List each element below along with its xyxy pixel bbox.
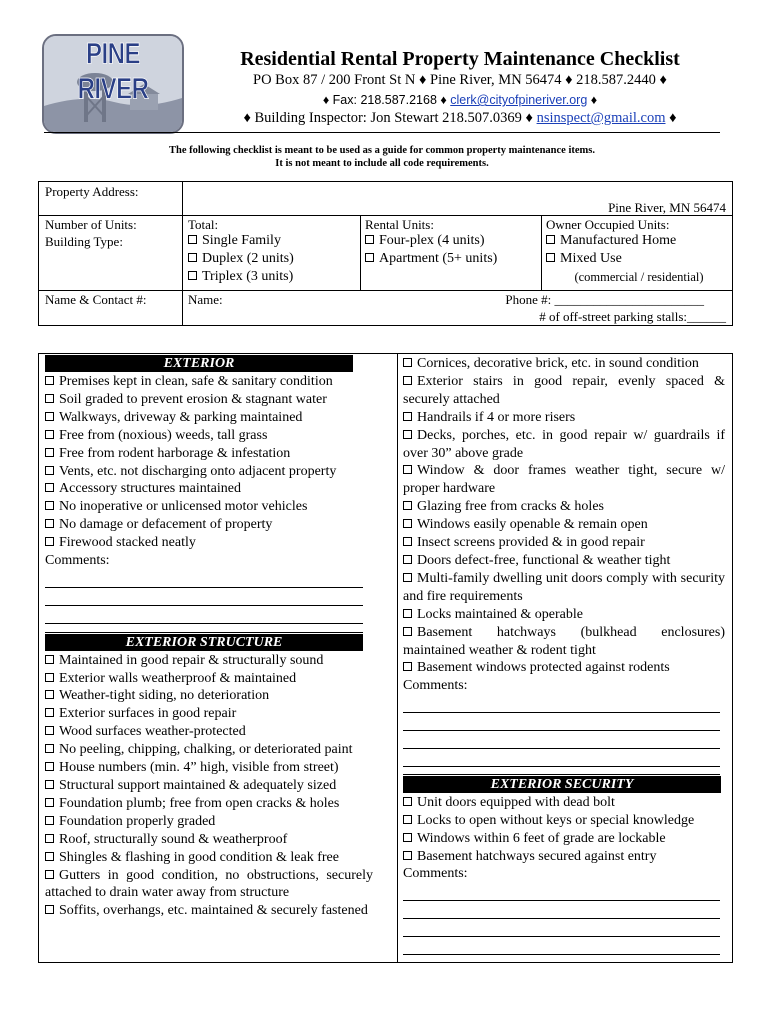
checklist-item[interactable]: Weather-tight siding, no deterioration: [45, 687, 373, 705]
checkbox-icon[interactable]: [403, 430, 412, 439]
total-units-label[interactable]: Total:: [188, 217, 219, 232]
comment-line[interactable]: [403, 901, 720, 919]
checklist-item[interactable]: Windows easily openable & remain open: [403, 516, 725, 534]
checkbox-icon[interactable]: [403, 833, 412, 842]
left-column: [45, 354, 373, 920]
checklist-item[interactable]: Locks maintained & operable: [403, 606, 725, 624]
checklist-item[interactable]: Window & door frames weather tight, secure w/ proper hardware: [403, 463, 725, 497]
manufactured-home-option[interactable]: [546, 233, 676, 249]
checklist-item[interactable]: Gutters in good condition, no obstructions, securely attached to drain water away from structure: [45, 867, 373, 901]
inspector-suffix: ♦: [669, 110, 677, 126]
checkbox-icon[interactable]: [45, 655, 54, 664]
logo-text: PINE RIVER: [77, 37, 149, 106]
checklist-item[interactable]: Firewood stacked neatly: [45, 534, 373, 552]
comment-line[interactable]: [403, 767, 720, 775]
checkbox-icon[interactable]: [188, 253, 197, 262]
checklist-item[interactable]: No peeling, chipping, chalking, or deteriorated paint: [45, 741, 373, 759]
inspector-email-link[interactable]: nsinspect@gmail.com: [536, 110, 666, 126]
option-label: Four-plex (4 units): [379, 233, 485, 248]
exterior-security-section-header: EXTERIOR SECURITY: [403, 776, 721, 793]
checklist-item[interactable]: Multi-family dwelling unit doors comply with security and fire requirements: [403, 570, 725, 604]
comment-line[interactable]: [45, 588, 363, 606]
checkbox-icon[interactable]: [546, 235, 555, 244]
checkbox-icon[interactable]: [45, 376, 54, 385]
checkbox-icon[interactable]: [188, 235, 197, 244]
checkbox-icon[interactable]: [403, 501, 412, 510]
checkbox-icon[interactable]: [45, 870, 54, 879]
checklist-item[interactable]: Insect screens provided & in good repair: [403, 534, 725, 552]
checklist-item[interactable]: Glazing free from cracks & holes: [403, 498, 725, 516]
rental-units-label[interactable]: Rental Units:: [365, 217, 434, 232]
guide-note-2: It is not meant to include all code requirements.: [275, 158, 489, 169]
checklist-item[interactable]: Handrails if 4 or more risers: [403, 409, 725, 427]
checklist-item[interactable]: Soffits, overhangs, etc. maintained & securely fastened: [45, 902, 373, 920]
checklist-item[interactable]: Vents, etc. not discharging onto adjacent property: [45, 463, 373, 481]
inspector-line: [200, 110, 720, 127]
checklist-item[interactable]: Free from rodent harborage & infestation: [45, 445, 373, 463]
checklist-item[interactable]: Foundation properly graded: [45, 813, 373, 831]
city-state: Pine River, MN 56474: [608, 200, 726, 215]
comment-line[interactable]: [403, 919, 720, 937]
checklist-item[interactable]: Basement hatchways secured against entry: [403, 848, 725, 866]
checklist-item[interactable]: Premises kept in clean, safe & sanitary condition: [45, 373, 373, 391]
checklist-item[interactable]: Wood surfaces weather-protected: [45, 723, 373, 741]
checkbox-icon[interactable]: [403, 573, 412, 582]
checklist-item[interactable]: Locks to open without keys or special knowledge: [403, 812, 725, 830]
header-divider: [44, 132, 720, 133]
checklist-item[interactable]: House numbers (min. 4” high, visible from street): [45, 759, 373, 777]
checklist-item[interactable]: Accessory structures maintained: [45, 480, 373, 498]
property-address-label: Property Address:: [45, 184, 139, 199]
property-info-table: [38, 181, 733, 326]
checkbox-icon[interactable]: [403, 519, 412, 528]
option-label: Triplex (3 units): [202, 269, 294, 284]
checkbox-icon[interactable]: [45, 762, 54, 771]
checklist-item[interactable]: Foundation plumb; free from open cracks & holes: [45, 795, 373, 813]
checklist-item[interactable]: Walkways, driveway & parking maintained: [45, 409, 373, 427]
contact-label: Name & Contact #:: [45, 292, 147, 307]
comments-label: Comments:: [45, 553, 110, 569]
checkbox-icon[interactable]: [546, 253, 555, 262]
checkbox-icon[interactable]: [45, 430, 54, 439]
checklist-item[interactable]: Basement windows protected against rodents: [403, 659, 725, 677]
option-label: Single Family: [202, 233, 281, 248]
units-label: Number of Units:: [45, 217, 137, 232]
checkbox-icon[interactable]: [403, 465, 412, 474]
checklist-item[interactable]: Structural support maintained & adequately sized: [45, 777, 373, 795]
checklist-item[interactable]: No inoperative or unlicensed motor vehicles: [45, 498, 373, 516]
right-column: [403, 355, 725, 955]
phone-field[interactable]: Phone #: _______________________: [505, 292, 704, 307]
checkbox-icon[interactable]: [403, 555, 412, 564]
checkbox-icon[interactable]: [403, 662, 412, 671]
checkbox-icon[interactable]: [365, 253, 374, 262]
checkbox-icon[interactable]: [45, 448, 54, 457]
checkbox-icon[interactable]: [403, 537, 412, 546]
checkbox-icon[interactable]: [45, 798, 54, 807]
checkbox-icon[interactable]: [45, 816, 54, 825]
checkbox-icon[interactable]: [45, 394, 54, 403]
checklist-item[interactable]: Basement hatchways (bulkhead enclosures) maintained weather & rodent tight: [403, 624, 725, 658]
checkbox-icon[interactable]: [403, 851, 412, 860]
fax-text: ♦ Fax: 218.587.2168 ♦: [322, 93, 447, 107]
mixed-use-option[interactable]: [546, 251, 622, 267]
checkbox-icon[interactable]: [45, 726, 54, 735]
checkbox-icon[interactable]: [403, 358, 412, 367]
page-title: Residential Rental Property Maintenance Checklist: [240, 48, 680, 70]
inspector-text: ♦ Building Inspector: Jon Stewart 218.507.0369 ♦: [243, 110, 533, 126]
clerk-email-link[interactable]: clerk@cityofpineriver.org: [450, 93, 588, 107]
checkbox-icon[interactable]: [45, 708, 54, 717]
address-line: PO Box 87 / 200 Front St N ♦ Pine River, MN 56474 ♦ 218.587.2440 ♦: [253, 72, 667, 88]
triplex-option[interactable]: [188, 269, 293, 285]
checklist-item[interactable]: Exterior walls weatherproof & maintained: [45, 670, 373, 688]
checklist-item[interactable]: Exterior surfaces in good repair: [45, 705, 373, 723]
checkbox-icon[interactable]: [45, 412, 54, 421]
comment-line[interactable]: [403, 749, 720, 767]
comments-label: Comments:: [403, 678, 468, 694]
checkbox-icon[interactable]: [45, 905, 54, 914]
checklist-item[interactable]: Windows within 6 feet of grade are lockable: [403, 830, 725, 848]
checkbox-icon[interactable]: [45, 673, 54, 682]
guide-note-1: The following checklist is meant to be used as a guide for common property maintenance items.: [168, 145, 595, 156]
parking-stalls-field[interactable]: # of off-street parking stalls:______: [539, 309, 726, 324]
comment-line[interactable]: [403, 883, 720, 901]
option-label: Mixed Use: [560, 251, 622, 266]
comment-line[interactable]: [403, 695, 720, 713]
checkbox-icon[interactable]: [403, 412, 412, 421]
checkbox-icon[interactable]: [403, 815, 412, 824]
checkbox-icon[interactable]: [403, 609, 412, 618]
checklist-item[interactable]: Soil graded to prevent erosion & stagnant water: [45, 391, 373, 409]
name-field-label[interactable]: Name:: [188, 292, 223, 307]
fourplex-option[interactable]: [365, 233, 485, 249]
owner-units-label[interactable]: Owner Occupied Units:: [546, 217, 670, 232]
option-label: Apartment (5+ units): [379, 251, 498, 266]
comment-line[interactable]: [403, 713, 720, 731]
fax-line: [200, 93, 720, 107]
checkbox-icon[interactable]: [403, 627, 412, 636]
checkbox-icon[interactable]: [45, 852, 54, 861]
option-label: Manufactured Home: [560, 233, 677, 248]
mixed-use-note: (commercial / residential): [574, 270, 704, 284]
exterior-section-header: EXTERIOR: [45, 355, 353, 372]
checkbox-icon[interactable]: [45, 834, 54, 843]
checklist-item[interactable]: Free from (noxious) weeds, tall grass: [45, 427, 373, 445]
checkbox-icon[interactable]: [45, 466, 54, 475]
checkbox-icon[interactable]: [45, 501, 54, 510]
comment-line[interactable]: [45, 606, 363, 624]
checklist-item[interactable]: No damage or defacement of property: [45, 516, 373, 534]
checklist-item[interactable]: Roof, structurally sound & weatherproof: [45, 831, 373, 849]
comment-line[interactable]: [45, 570, 363, 588]
checkbox-icon[interactable]: [365, 235, 374, 244]
checkbox-icon[interactable]: [403, 376, 412, 385]
single-family-option[interactable]: [188, 233, 281, 249]
building-type-label: Building Type:: [45, 234, 123, 249]
checkbox-icon[interactable]: [403, 797, 412, 806]
checkbox-icon[interactable]: [188, 271, 197, 280]
comment-line[interactable]: [403, 937, 720, 955]
checklist-item[interactable]: Doors defect-free, functional & weather tight: [403, 552, 725, 570]
comment-line[interactable]: [403, 731, 720, 749]
comment-line[interactable]: [45, 624, 363, 633]
checklist-item[interactable]: Cornices, decorative brick, etc. in sound condition: [403, 355, 725, 373]
fax-suffix: ♦: [590, 93, 598, 107]
option-label: Duplex (2 units): [202, 251, 294, 266]
checkbox-icon[interactable]: [45, 537, 54, 546]
comments-label: Comments:: [403, 866, 468, 882]
checkbox-icon[interactable]: [45, 690, 54, 699]
checkbox-icon[interactable]: [45, 519, 54, 528]
checklist-item[interactable]: Exterior stairs in good repair, evenly spaced & securely attached: [403, 373, 725, 407]
apartment-option[interactable]: [365, 251, 497, 267]
duplex-option[interactable]: [188, 251, 294, 267]
city-logo: [42, 34, 184, 134]
checkbox-icon[interactable]: [45, 744, 54, 753]
checklist-item[interactable]: Unit doors equipped with dead bolt: [403, 794, 725, 812]
checklist-item[interactable]: Maintained in good repair & structurally sound: [45, 652, 373, 670]
checkbox-icon[interactable]: [45, 780, 54, 789]
checklist-item[interactable]: Decks, porches, etc. in good repair w/ guardrails if over 30” above grade: [403, 427, 725, 461]
checklist-item[interactable]: Shingles & flashing in good condition & leak free: [45, 849, 373, 867]
exterior-structure-section-header: EXTERIOR STRUCTURE: [45, 634, 363, 651]
checkbox-icon[interactable]: [45, 483, 54, 492]
